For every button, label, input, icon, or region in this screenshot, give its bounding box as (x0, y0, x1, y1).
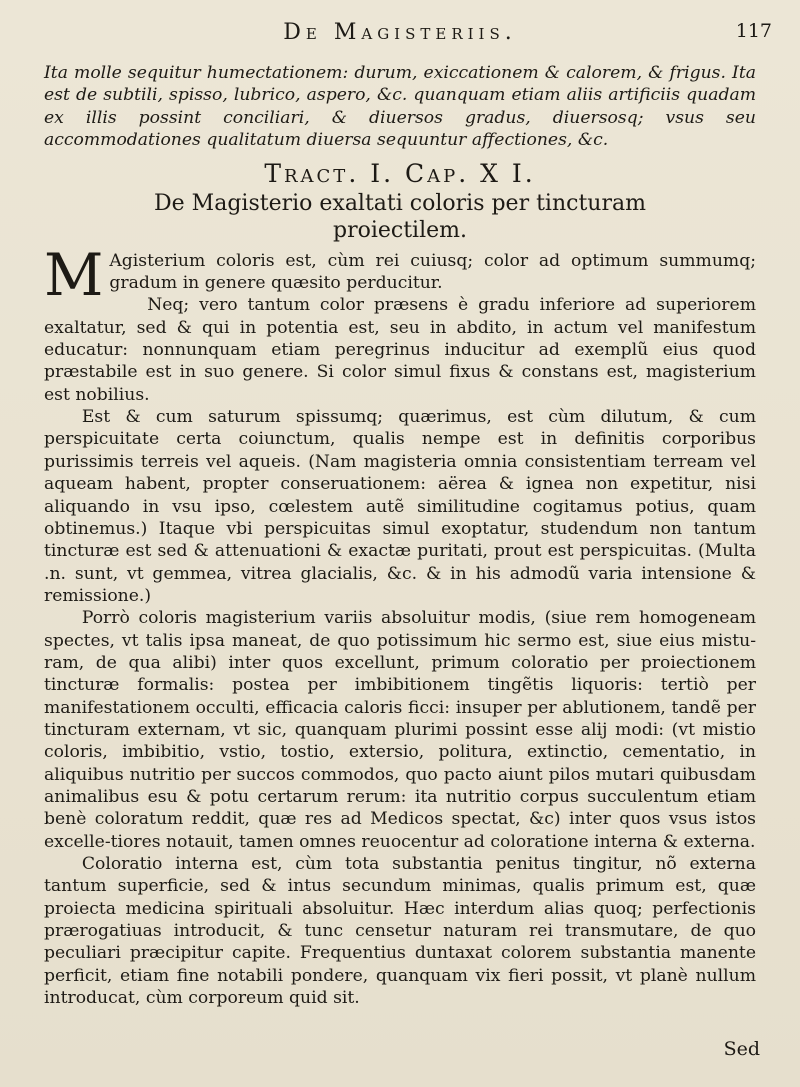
paragraph-1-text: Agisterium coloris est, cùm rei cuiusq; color ad optimum summumq; gradum in genere quæsito perducitur. (109, 250, 756, 294)
chapter-title-line-1: De Magisterio exaltati coloris per tincturam (154, 190, 646, 216)
drop-cap: M (44, 240, 104, 309)
paragraph-5: Coloratio interna est, cùm tota substantia penitus tingitur, nõ externa tantum superficie, sed & intus secundum minimas, qualis primum est, quæ proiecta medicina spirituali absoluitur. Hæc interdum alias quoq; perfectionis prærogatiuas introducit, & tunc censetur naturam rei transmutare, de quo peculiari præcipitur capite. Frequentius duntaxat colorem substantia manente perficit, etiam fine notabili pondere, quanquam vix fieri possit, vt planè nullum introducat, cùm corporeum quid sit. (44, 854, 756, 1009)
paragraph-3: Est & cum saturum spissumq; quærimus, est cùm dilutum, & cum perspicuitate certa coiunctum, qualis nempe est in definitis corporibus purissimis terreis vel aqueis. (Nam magisteria omnia consistentiam terream vel aqueam habent, propter conseruationem: aërea & ignea non expetitur, nisi aliquando in vsu ipso, cœlestem autẽ similitudine cogitamus potius, quam obtinemus.) Itaque vbi perspicuitas simul exoptatur, studendum non tantum tincturæ est sed & attenuationi & exactæ puritati, prout est perspicuitas. (Multa .n. sunt, vt gemmea, vitrea glacialis, &c. & in his admodũ varia intensione & remissione.) (44, 407, 756, 606)
text-block (44, 62, 756, 1009)
chapter-title-line-2: proiectilem. (332, 217, 467, 243)
paragraph-1 (44, 240, 756, 309)
intro-paragraph: Ita molle sequitur humectationem: durum, exiccationem & calorem, & frigus. Ita est de subtili, spisso, lubrico, aspero, &c. quanquam etiam aliis artificiis quadam ex illis possint conciliari, & diuersos gradus, diuersosq; vsus seu accommodationes qualitatum diuersa sequuntur affectiones, &c. (44, 63, 756, 151)
chapter-title (44, 190, 756, 244)
paragraph-4: Porrò coloris magisterium variis absoluitur modis, (siue rem homogeneam spectes, vt talis ipsa maneat, de quo potissimum hic sermo est, siue eius mistu-ram, de qua alibi) inter quos excellunt, primum coloratio per proiectionem tincturæ formalis: postea per imbibitionem tingẽtis liquoris: tertiò per manifestationem occulti, efficacia caloris ficci: insuper per ablutionem, tandẽ per tincturam externam, vt sic, quanquam plurimi possint esse alij modi: (vt mistio coloris, imbibitio, vstio, tostio, extersio, politura, extinctio, cementatio, in aliquibus nutritio per succos commodos, quo pacto aiunt pilos mutari quibusdam animalibus esu & potu certarum rerum: ita nutritio corpus succulentum etiam benè coloratum reddit, quæ res ad Medicos spectat, &c) inter quos vsus istos excelle-tiores notauit, tamen omnes reuocentur ad coloratione interna & externa. (44, 608, 756, 852)
chapter-heading: Tract. I. Cap. X I. (264, 159, 536, 189)
running-title: De Magisteriis. (283, 20, 517, 45)
catchword: Sed (723, 1038, 760, 1060)
paragraph-2: Neq; vero tantum color præsens è gradu inferiore ad superiorem exaltatur, sed & qui in potentia est, seu in abdito, in actum vel manifestum educatur: nonnunquam etiam peregrinus inducitur ad exemplũ eius quod præstabile est in suo genere. Si color simul fixus & constans est, magisterium est nobilius. (44, 295, 756, 405)
page-number: 117 (735, 20, 772, 42)
running-head (0, 18, 800, 58)
